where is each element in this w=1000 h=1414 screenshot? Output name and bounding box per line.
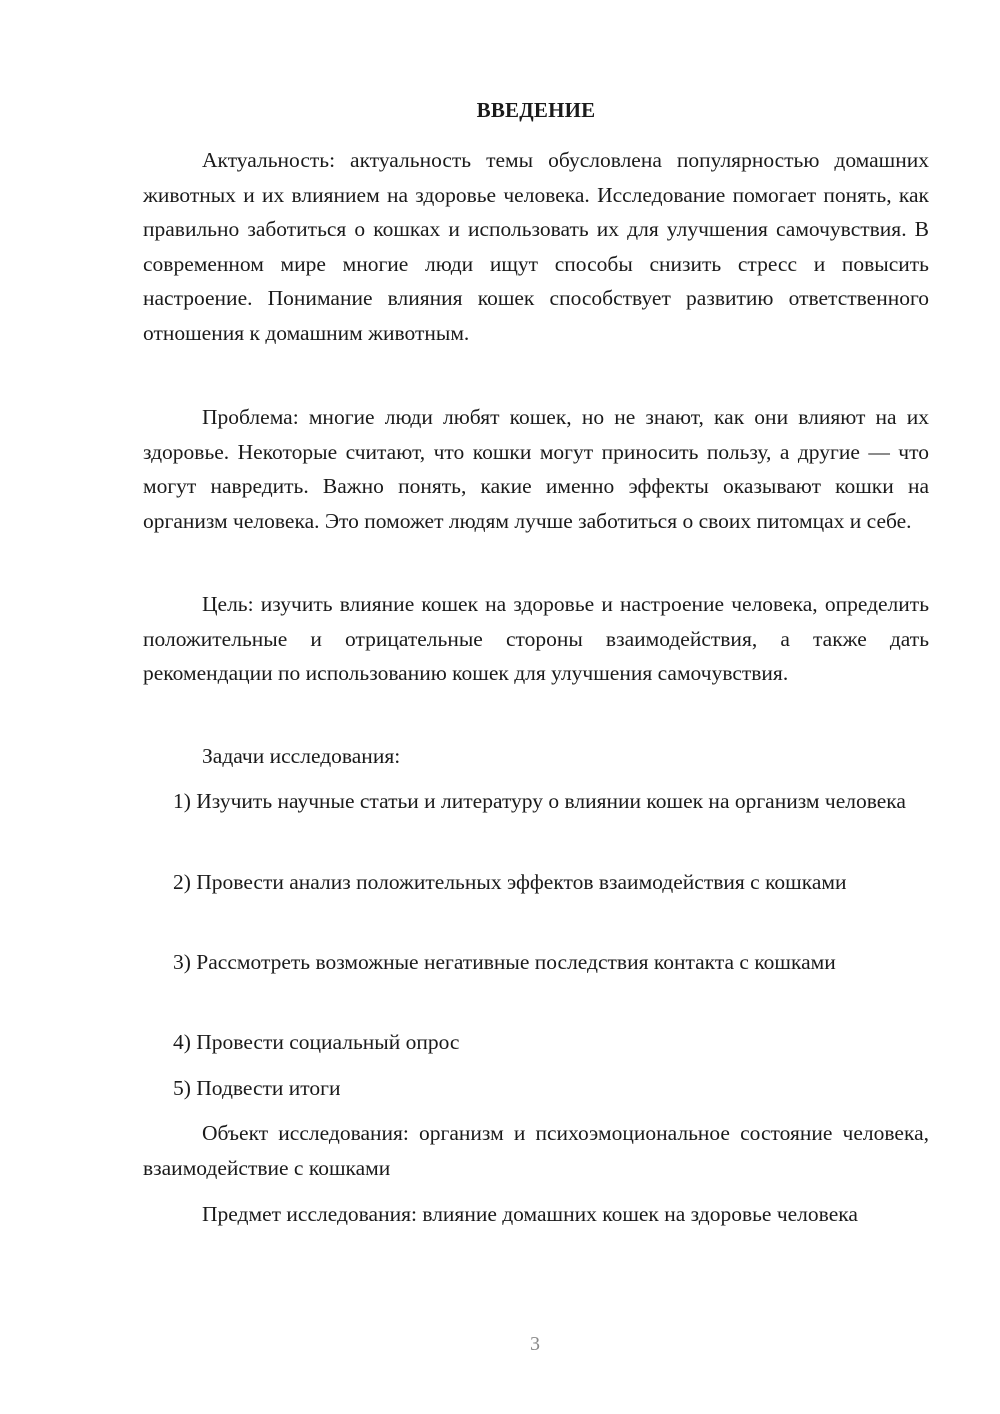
task-item: 2) Провести анализ положительных эффектов взаимодействия с кошками: [173, 870, 847, 894]
paragraph-goal: Цель: изучить влияние кошек на здоровье и настроение человека, определить положительные и отрицательные стороны взаимодействия, а также дать рекомендации по использованию кошек для улучшения самочувствия.: [143, 592, 929, 685]
tasks-heading: Задачи исследования:: [202, 744, 401, 768]
task-item: 4) Провести социальный опрос: [173, 1030, 460, 1054]
paragraph-object: Объект исследования: организм и психоэмоциональное состояние человека, взаимодействие с кошками: [143, 1121, 929, 1180]
task-item: 3) Рассмотреть возможные негативные последствия контакта с кошками: [173, 950, 836, 974]
paragraph-relevance: Актуальность: актуальность темы обусловлена популярностью домашних животных и их влиянием на здоровье человека. Исследование помогает понять, как правильно заботиться о кошках и использовать их для улучшения самочувствия. В современном мире многие люди ищут способы снизить стресс и повысить настроение. Понимание влияния кошек способствует развитию ответственного отношения к домашним животным.: [143, 148, 929, 345]
section-title: ВВЕДЕНИЕ: [476, 98, 596, 122]
page-number: 3: [530, 1333, 540, 1355]
task-item: 5) Подвести итоги: [173, 1076, 341, 1100]
paragraph-subject: Предмет исследования: влияние домашних кошек на здоровье человека: [202, 1202, 858, 1226]
paragraph-problem: Проблема: многие люди любят кошек, но не знают, как они влияют на их здоровье. Некоторые считают, что кошки могут приносить пользу, а другие — что могут навредить. Важно понять, какие именно эффекты оказывают кошки на организм человека. Это поможет людям лучше заботиться о своих питомцах и себе.: [143, 405, 929, 533]
task-item: 1) Изучить научные статьи и литературу о влиянии кошек на организм человека: [173, 789, 906, 813]
